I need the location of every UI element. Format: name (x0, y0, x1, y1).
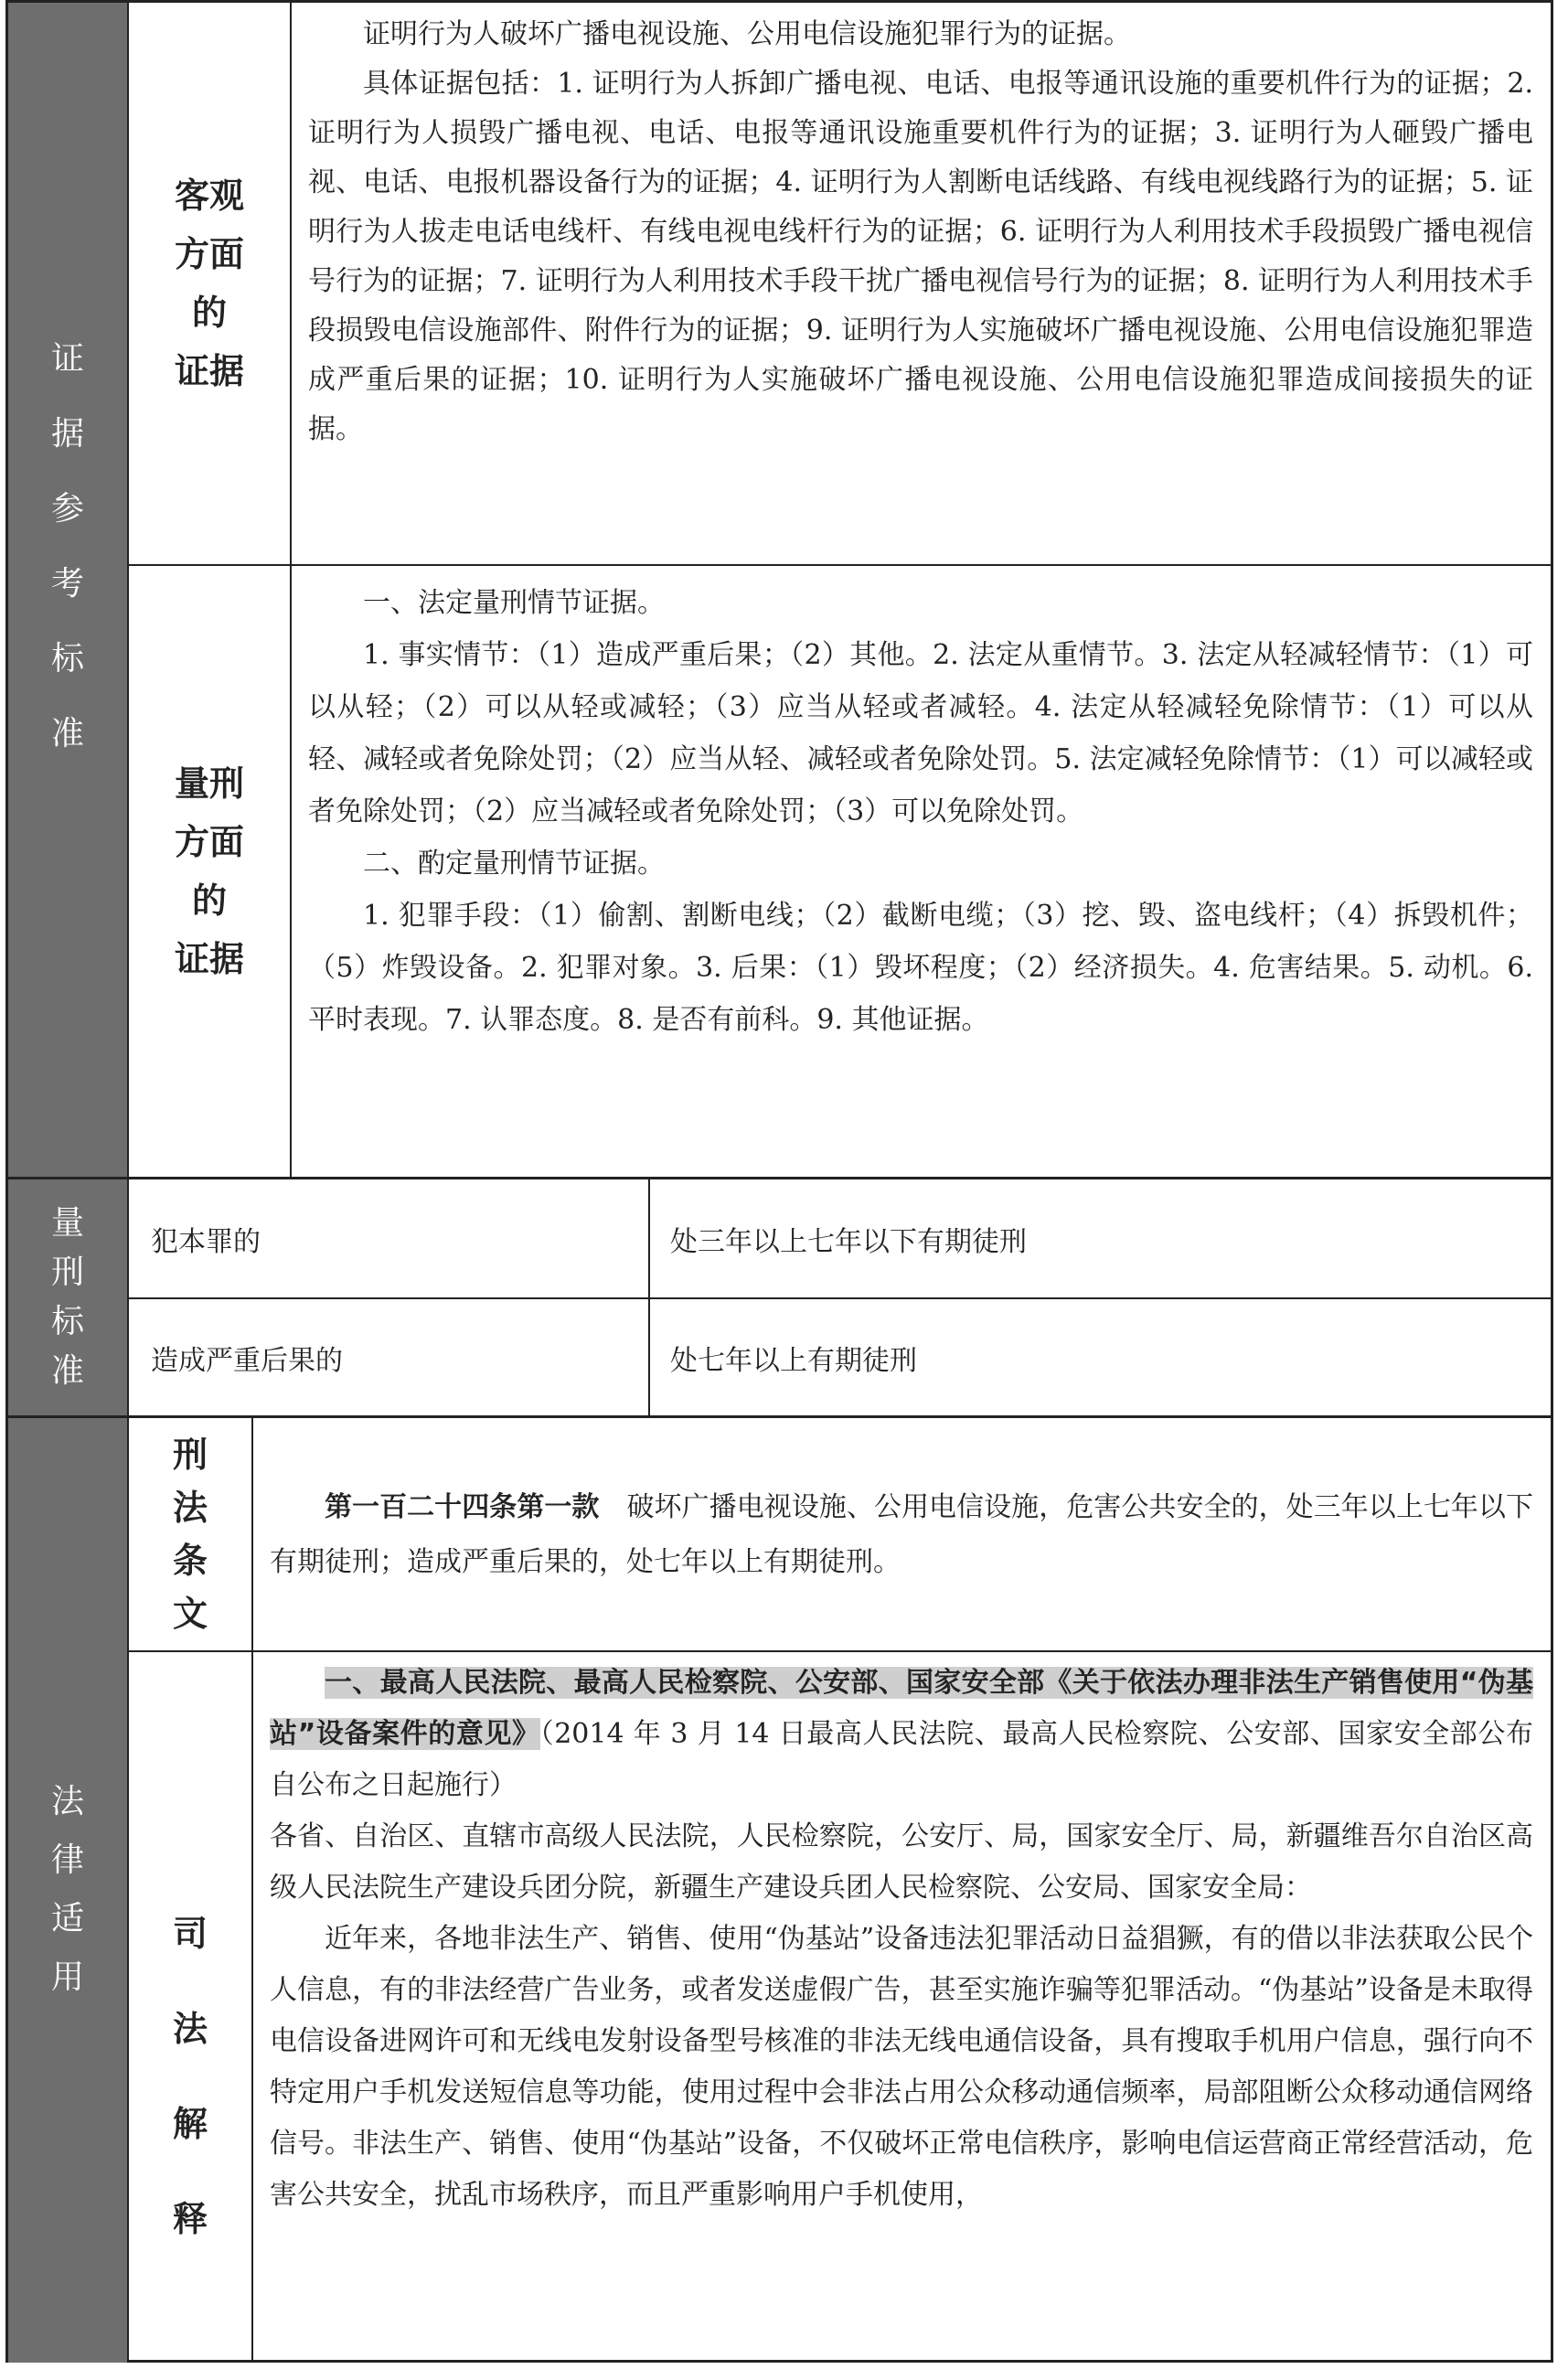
penalty-term-1: 处三年以上七年以下有期徒刑 (670, 1225, 1027, 1258)
interpretation-title: 一、最高人民法院、最高人民检察院、公安部、国家安全部《关于依法办理非法生产销售使用“伪基站”设备案件的意见》 (270, 1667, 1533, 1750)
label-line: 客观 (174, 176, 244, 216)
penalty-side-label (8, 1179, 129, 1415)
penalty-term-2: 处七年以上有期徒刑 (670, 1344, 917, 1377)
side-char: 证 (50, 340, 84, 378)
evidence-table (5, 0, 1561, 2363)
label-char: 解 (172, 2104, 208, 2144)
side-char: 用 (50, 1958, 84, 1996)
label-line: 证据 (174, 939, 244, 979)
paragraph: 1. 犯罪手段：（1）偷割、割断电线；（2）截断电缆；（3）挖、毁、盗电线杆；（4）拆毁机件；（5）炸毁设备。2. 犯罪对象。3. 后果：（1）毁坏程度；（2）经济损失。4. 危害结果。5. 动机。6. 平时表现。7. 认罪态度。8. 是否有前科。9. 其他证据。 (308, 900, 1533, 1036)
side-char: 标 (50, 1303, 84, 1340)
evidence-section (8, 3, 1551, 1177)
paragraph: 1. 事实情节：（1）造成严重后果；（2）其他。2. 法定从重情节。3. 法定从轻减轻情节：（1）可以从轻；（2）可以从轻或减轻；（3）应当从轻或者减轻。4. 法定从轻减轻免除情节：（1）可以从轻、减轻或者免除处罚；（2）应当从轻、减轻或者免除处罚。5. 法定减轻免除情节：（1）可以减轻或者免除处罚；（2）应当减轻或者免除处罚；（3）可以免除处罚。 (308, 639, 1533, 827)
column-divider (648, 1179, 650, 1415)
penalty-condition-2: 造成严重后果的 (151, 1344, 343, 1377)
evidence-side-label (8, 3, 129, 1177)
row-divider (129, 1650, 1551, 1652)
penalty-condition-1: 犯本罪的 (151, 1225, 261, 1258)
interpretation-title-paragraph (270, 1658, 1561, 1811)
label-line: 方面 (174, 234, 244, 274)
article-paragraph (270, 1480, 1533, 1590)
label-char: 条 (172, 1541, 208, 1581)
side-char: 据 (50, 415, 84, 453)
article-text: 破坏广播电视设施、公用电信设施，危害公共安全的，处三年以上七年以下有期徒刑；造成严重后果的，处七年以上有期徒刑。 (270, 1491, 1534, 1578)
penalty-section (8, 1179, 1551, 1415)
side-char: 准 (50, 715, 84, 752)
label-char: 文 (172, 1594, 208, 1634)
label-line: 证据 (174, 351, 244, 391)
side-char: 量 (50, 1204, 84, 1242)
side-char: 刑 (50, 1254, 84, 1291)
law-section (8, 1418, 1561, 2363)
side-char: 标 (50, 640, 84, 678)
interpretation-body: 近年来，各地非法生产、销售、使用“伪基站”设备违法犯罪活动日益猖獗，有的借以非法获取公民个人信息，有的非法经营广告业务，或者发送虚假广告，甚至实施诈骗等犯罪活动。“伪基站”设备是未取得电信设备进网许可和无线电发射设备型号核准的非法无线电通信设备，具有搜取手机用户信息，强行向不特定用户手机发送短信息等功能，使用过程中会非法占用公众移动通信频率，局部阻断公众移动通信网络信号。非法生产、销售、使用“伪基站”设备，不仅破坏正常电信秩序，影响电信运营商正常经营活动，危害公共安全，扰乱市场秩序，而且严重影响用户手机使用， (270, 1923, 1533, 2211)
label-line: 的 (191, 293, 227, 333)
label-line: 的 (191, 880, 227, 921)
judicial-interpretation-content (270, 1658, 1561, 2360)
row-divider (129, 564, 1551, 566)
sentencing-evidence-label (129, 566, 292, 1177)
side-char: 法 (50, 1783, 84, 1820)
spacer (599, 1491, 626, 1523)
label-line: 量刑 (174, 763, 244, 804)
paragraph: 具体证据包括：1. 证明行为人拆卸广播电视、电话、电报等通讯设施的重要机件行为的证据；2. 证明行为人损毁广播电视、电话、电报等通讯设施重要机件行为的证据；3. 证明行为人砸毁广播电视、电话、电报机器设备行为的证据；4. 证明行为人割断电话线路、有线电视线路行为的证据；5. 证明行为人拔走电话电线杆、有线电视电线杆行为的证据；6. 证明行为人利用技术手段损毁广播电视信号行为的证据；7. 证明行为人利用技术手段干扰广播电视信号行为的证据；8. 证明行为人利用技术手段损毁电信设施部件、附件行为的证据；9. 证明行为人实施破坏广播电视设施、公用电信设施犯罪造成严重后果的证据；10. 证明行为人实施破坏广播电视设施、公用电信设施犯罪造成间接损失的证据。 (308, 68, 1533, 445)
objective-evidence-content (308, 10, 1533, 559)
side-char: 考 (50, 565, 84, 603)
criminal-law-content (270, 1480, 1533, 1645)
law-side-label (8, 1418, 129, 2363)
paragraph: 二、酌定量刑情节证据。 (363, 848, 665, 880)
label-char: 法 (172, 2009, 208, 2049)
judicial-interpretation-label (129, 1652, 253, 2363)
label-char: 法 (172, 1488, 208, 1528)
side-char: 参 (50, 490, 84, 528)
paragraph: 证明行为人破坏广播电视设施、公用电信设施犯罪行为的证据。 (363, 18, 1131, 50)
addressees: 各省、自治区、直辖市高级人民法院，人民检察院，公安厅、局，国家安全厅、局，新疆维吾尔自治区高级人民法院生产建设兵团分院，新疆生产建设兵团人民检察院、公安局、国家安全局： (270, 1820, 1533, 1904)
interpretation-source: （2014 年 3 月 14 日最高人民法院、最高人民检察院、公安部、国家安全部公布 自公布之日起施行） (270, 1718, 1561, 1801)
label-char: 司 (172, 1914, 208, 1954)
criminal-law-label (129, 1418, 253, 1650)
sentencing-evidence-content (308, 577, 1533, 1171)
label-char: 释 (172, 2199, 208, 2239)
side-char: 律 (50, 1841, 84, 1879)
label-line: 方面 (174, 822, 244, 862)
objective-evidence-label (129, 3, 292, 564)
side-char: 适 (50, 1900, 84, 1937)
label-char: 刑 (172, 1435, 208, 1475)
article-heading: 第一百二十四条第一款 (325, 1491, 600, 1523)
side-char: 准 (50, 1352, 84, 1390)
paragraph: 一、法定量刑情节证据。 (363, 587, 665, 619)
